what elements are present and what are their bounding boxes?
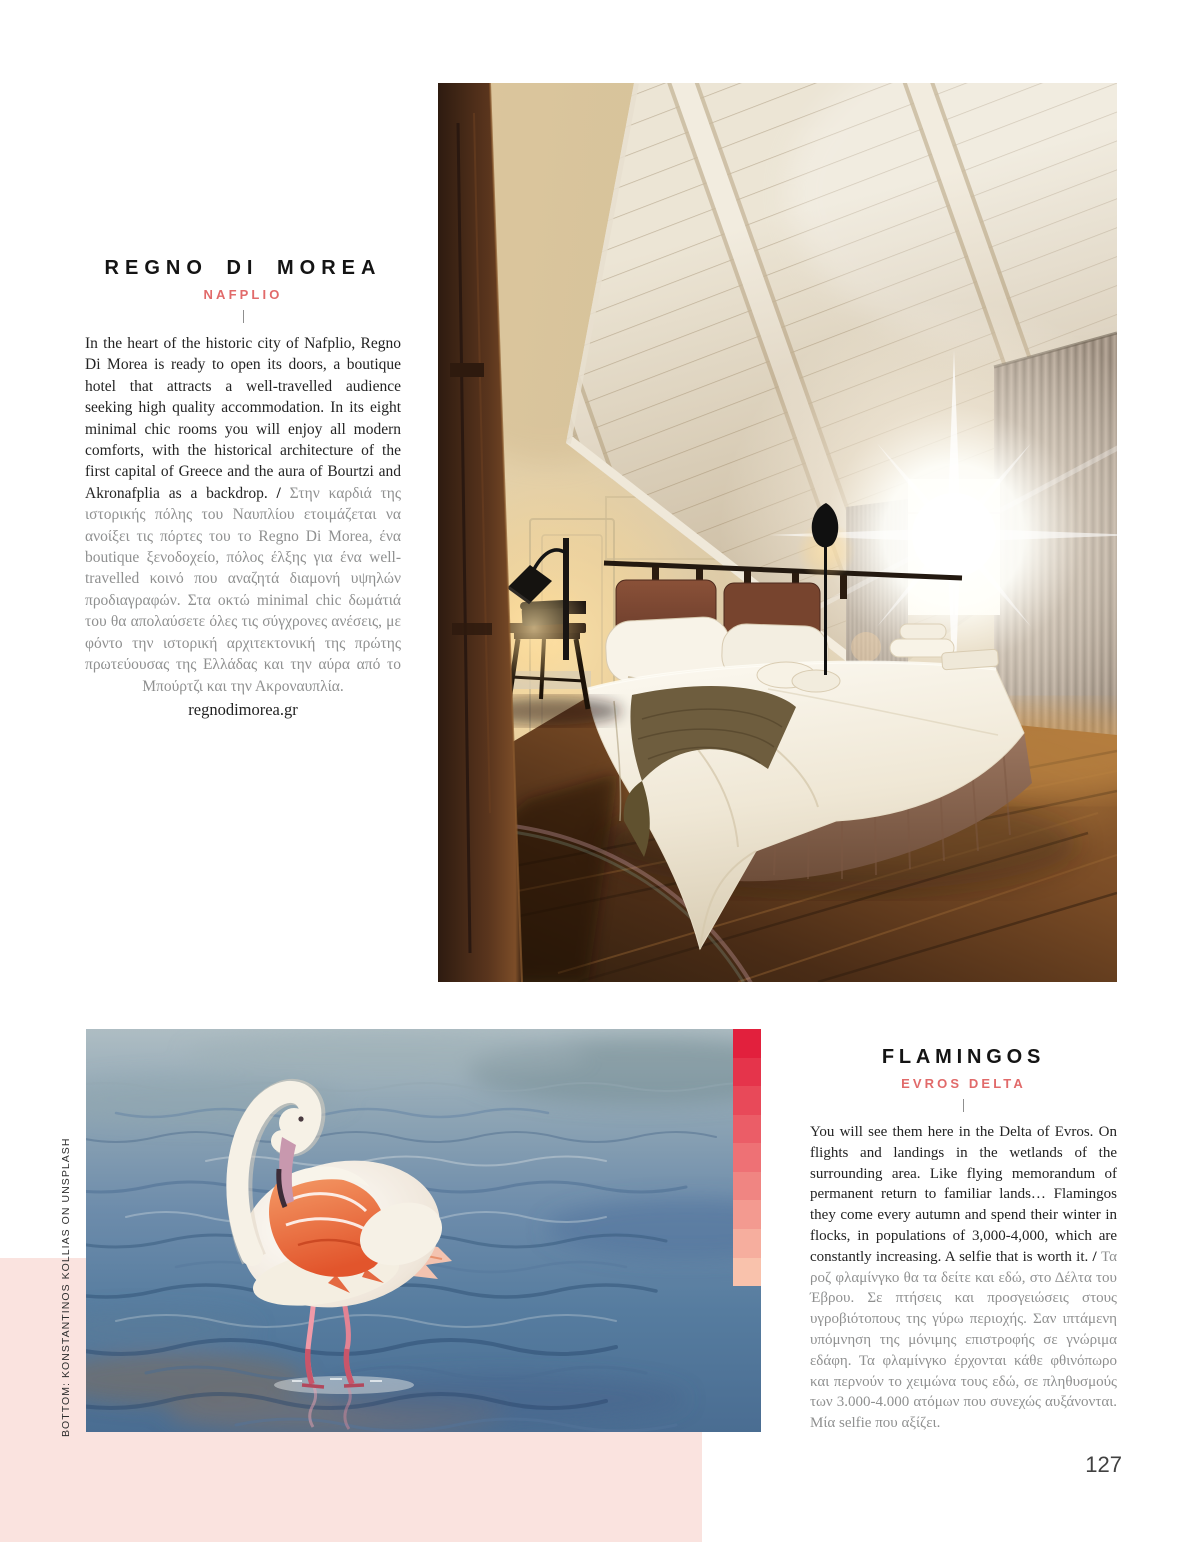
bedroom-photo-art bbox=[438, 83, 1117, 982]
body-separator: / bbox=[1088, 1248, 1101, 1265]
website-link: regnodimorea.gr bbox=[188, 699, 298, 719]
body-english: In the heart of the historic city of Nafplio, Regno Di Morea is ready to open its doors, a boutique hotel that attracts a well-travelled audience seeking high quality accommodation. In its eight minimal chic rooms you will enjoy all modern comforts, with the historical architecture of the first capital of Greece and the aura of Bourtzi and Akronafplia as a backdrop. bbox=[85, 335, 401, 502]
body-greek: Στην καρδιά της ιστορικής πόλης του Ναυπλίου ετοιμάζεται να ανοίξει τις πόρτες του το Regno Di Morea, ένα boutique ξενοδοχείο, πόλος έλξης για ένα well-travelled κοινό που αναζητά διαμονή υψηλών προδιαγραφών. Στα οκτώ minimal chic δωμάτιά του θα απολαύσετε όλες τις σύγχρονες ανέσεις, με φόντο την ιστορική αρχιτεκτονική της πρώτης πρωτεύουσας της Ελλάδας και την αύρα από το Μπούρτζι και την Ακροναυπλία. bbox=[85, 484, 402, 695]
gradient-bar-step bbox=[733, 1258, 761, 1287]
gradient-bar-step bbox=[733, 1143, 761, 1172]
divider-tick bbox=[243, 310, 244, 323]
body-greek: Τα ροζ φλαμίνγκο θα τα δείτε και εδώ, στο Δέλτα του Έβρου. Σε πτήσεις και προσγειώσεις στους υγροβιότοπους της γύρω περιοχής. Σαν ιπτάμενη υπόμνηση της μόνιμης επιστροφής σε γνώριμα εδάφη. Τα φλαμίνγκο έρχονται κάθε φθινόπωρο και περνούν το χειμώνα τους εδώ, σε πληθυσμούς των 3.000-4.000 ατόμων που συνεχώς αυξάνονται. Μία selfie που αξίζει. bbox=[810, 1248, 1117, 1432]
article-subtitle: NAFPLIO bbox=[203, 287, 283, 302]
body-separator: / bbox=[267, 484, 290, 502]
article-title: FLAMINGOS bbox=[881, 1046, 1046, 1068]
article-body bbox=[85, 333, 401, 697]
article-flamingos bbox=[810, 1046, 1117, 1434]
article-title: REGNO DI MOREA bbox=[104, 257, 382, 279]
gradient-bar-step bbox=[733, 1058, 761, 1087]
gradient-bar-step bbox=[733, 1029, 761, 1058]
flamingo-photo bbox=[86, 1029, 761, 1432]
gradient-bar bbox=[733, 1029, 761, 1286]
article-subtitle: EVROS DELTA bbox=[901, 1076, 1026, 1091]
gradient-bar-step bbox=[733, 1172, 761, 1201]
gradient-bar-step bbox=[733, 1200, 761, 1229]
flamingo-photo-art bbox=[86, 1029, 761, 1432]
divider-tick bbox=[963, 1099, 964, 1112]
page-number: 127 bbox=[1085, 1452, 1122, 1477]
bedroom-photo bbox=[438, 83, 1117, 982]
article-body bbox=[810, 1122, 1117, 1434]
gradient-bar-step bbox=[733, 1229, 761, 1258]
body-english: You will see them here in the Delta of Evros. On flights and landings in the wetlands of the surrounding area. Like flying memorandum of permanent return to familiar lands… Flamingos they come every autumn and spend their winter in flocks, in populations of 3,000-4,000, which are constantly increasing. A selfie that is worth it. bbox=[810, 1124, 1117, 1265]
gradient-bar-step bbox=[733, 1115, 761, 1144]
gradient-bar-step bbox=[733, 1086, 761, 1115]
article-regno-di-morea bbox=[85, 257, 401, 720]
photo-credit: BOTTOM: KONSTANTINOS KOLLIAS ON UNSPLASH bbox=[60, 1137, 72, 1437]
